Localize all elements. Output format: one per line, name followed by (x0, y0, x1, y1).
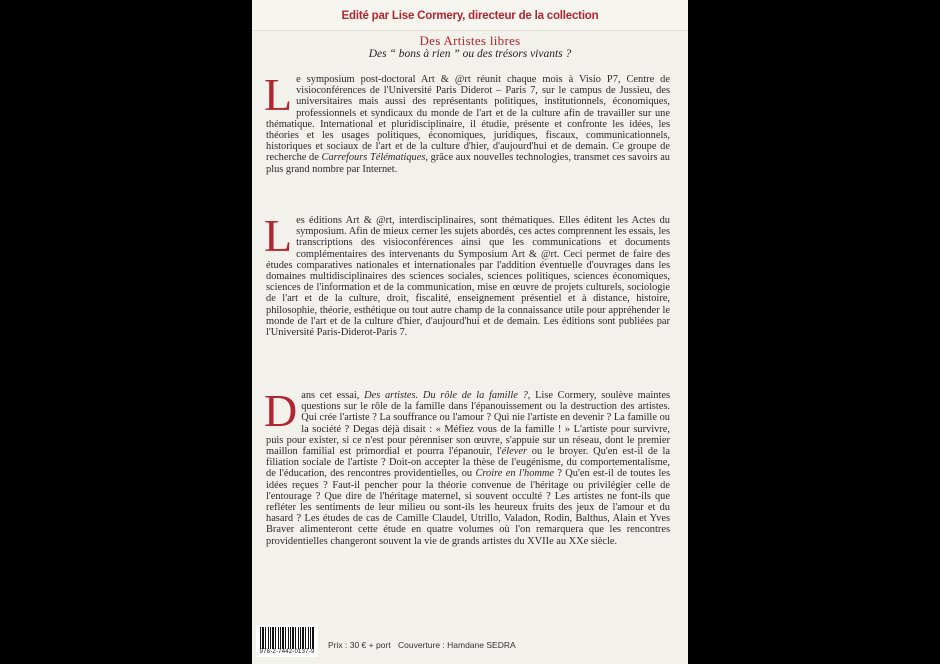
paragraph-essay (264, 385, 670, 547)
paragraph-text: , Lise Cormery, soulève maintes questions sur le rôle de la famille dans l'épanouissement ou la destruction des artistes. Qui crée l'artiste ? La souffrance ou l'amour ? Qui nie l'artiste en devenir ? La famille ou la société ? Degas déjà disait : « Méfiez vous de la famille ! » L'artiste pour survivre, puis pour exister, si ce n'est pour pérenniser son œuvre, s'appuie sur un réseau, dont le premier maillon familial est primordial et pourra l'épanouir, l' (266, 390, 670, 458)
paragraph-italic: Carrefours Télématiques (321, 152, 426, 164)
paragraph-text: es éditions Art & @rt, interdisciplinaires, sont thématiques. Elles éditent les Actes du symposium. Afin de mieux cerner les sujets abordés, ces actes comprennent les essais, les transcriptions des visioconférences ainsi que les communications et documents complémentaires des intervenants du Symposium Art & @rt. Ceci permet de faire des études comparatives nationales et internationales par l'addition éventuelle d'ouvrages dans les domaines multidisciplinaires des sciences sociales, sciences politiques, sciences économiques, sciences de l'information et de la communication, mise en œuvre de projets culturels, sociologie de l'art et de la culture, droit, fiscalité, enseignement présentiel et à distance, histoire, philosophie, théorie, esthétique ou tout autre champ de la connaissance utile pour appréhender le monde de l'art et de la culture d'hier, d'aujourd'hui et de demain. Les éditions sont publiées par l'Université Paris-Diderot-Paris 7. (266, 215, 670, 339)
paragraph-symposium (264, 69, 671, 175)
cover-credit: Couverture : Hamdane SEDRA (398, 640, 516, 650)
paragraph-italic: élever (501, 446, 528, 458)
barcode (256, 625, 318, 657)
paragraph-text: ? Qu'en est-il de toutes les idées reçues ? Faut-il pencher pour la théorie convenue de l'héritage ou privilégier celle de l'entourage ? Que dire de l'héritage maternel, si souvent occulté ? Les artistes ne font-ils que refléter les sentiments de leur milieu ou sont-ils les heureux fruits des jeux de l'amour et du hasard ? Les études de cas de Camille Claudel, Utrillo, Valadon, Rodin, Balthus, Alain et Yves Braver alimenteront cette étude en quatre volumes où l'on remarquera que les rencontres providentielles changeront souvent la vie de grands artistes du XVIIe au XXe siècle. (266, 468, 670, 547)
paragraph-text: , grâce aux nouvelles technologies, transmet ces savoirs au plus grand nombre par Internet. (266, 152, 671, 175)
back-cover-page (252, 0, 688, 664)
book-subtitle: Des “ bons à rien ” ou des trésors vivants ? (368, 48, 572, 60)
price-label: Prix : 30 € + port (328, 640, 391, 650)
dropcap: L (264, 69, 293, 120)
editor-line: Edité par Lise Cormery, directeur de la collection (341, 10, 599, 22)
paragraph-text: e symposium post-doctoral Art & @rt réunit chaque mois à Visio P7, Centre de visioconférences de l'Université Paris Diderot – Paris 7, sur le campus de Jussieu, des universitaires mais aussi des représentants politiques, institutionnels, économiques, professionnels et syndicaux du monde de l'art et de la culture afin de travailler sur une thématique. International et pluridisciplinaire, il étudie, présente et confronte les idées, les théories et les usages politiques, économiques, juridiques, fiscaux, communicationnels, historiques et sociaux de l'art et de la culture d'hier, d'aujourd'hui et de demain. Ce groupe de recherche de (266, 74, 670, 164)
paragraph-italic: Croire en l'homme (475, 468, 555, 480)
barcode-bars (260, 627, 314, 649)
dropcap: D (264, 385, 298, 436)
paragraph-text: ans cet essai, (301, 390, 365, 401)
paragraph-editions (264, 210, 670, 339)
paragraph-text: ou le broyer. Qu'en est-il de la filiation sociale de l'artiste ? Doit-on accepter la thèse de l'eugénisme, du comportementalisme, de l'éducation, des rencontres providentielles, ou (266, 446, 670, 480)
header-band (252, 0, 688, 31)
book-title: Des Artistes libres (419, 33, 521, 48)
dropcap: L (264, 210, 293, 261)
isbn-number: 978-2-7442-0137-9 (259, 649, 315, 655)
paragraph-italic: Des artistes. Du rôle de la famille ? (364, 390, 528, 401)
